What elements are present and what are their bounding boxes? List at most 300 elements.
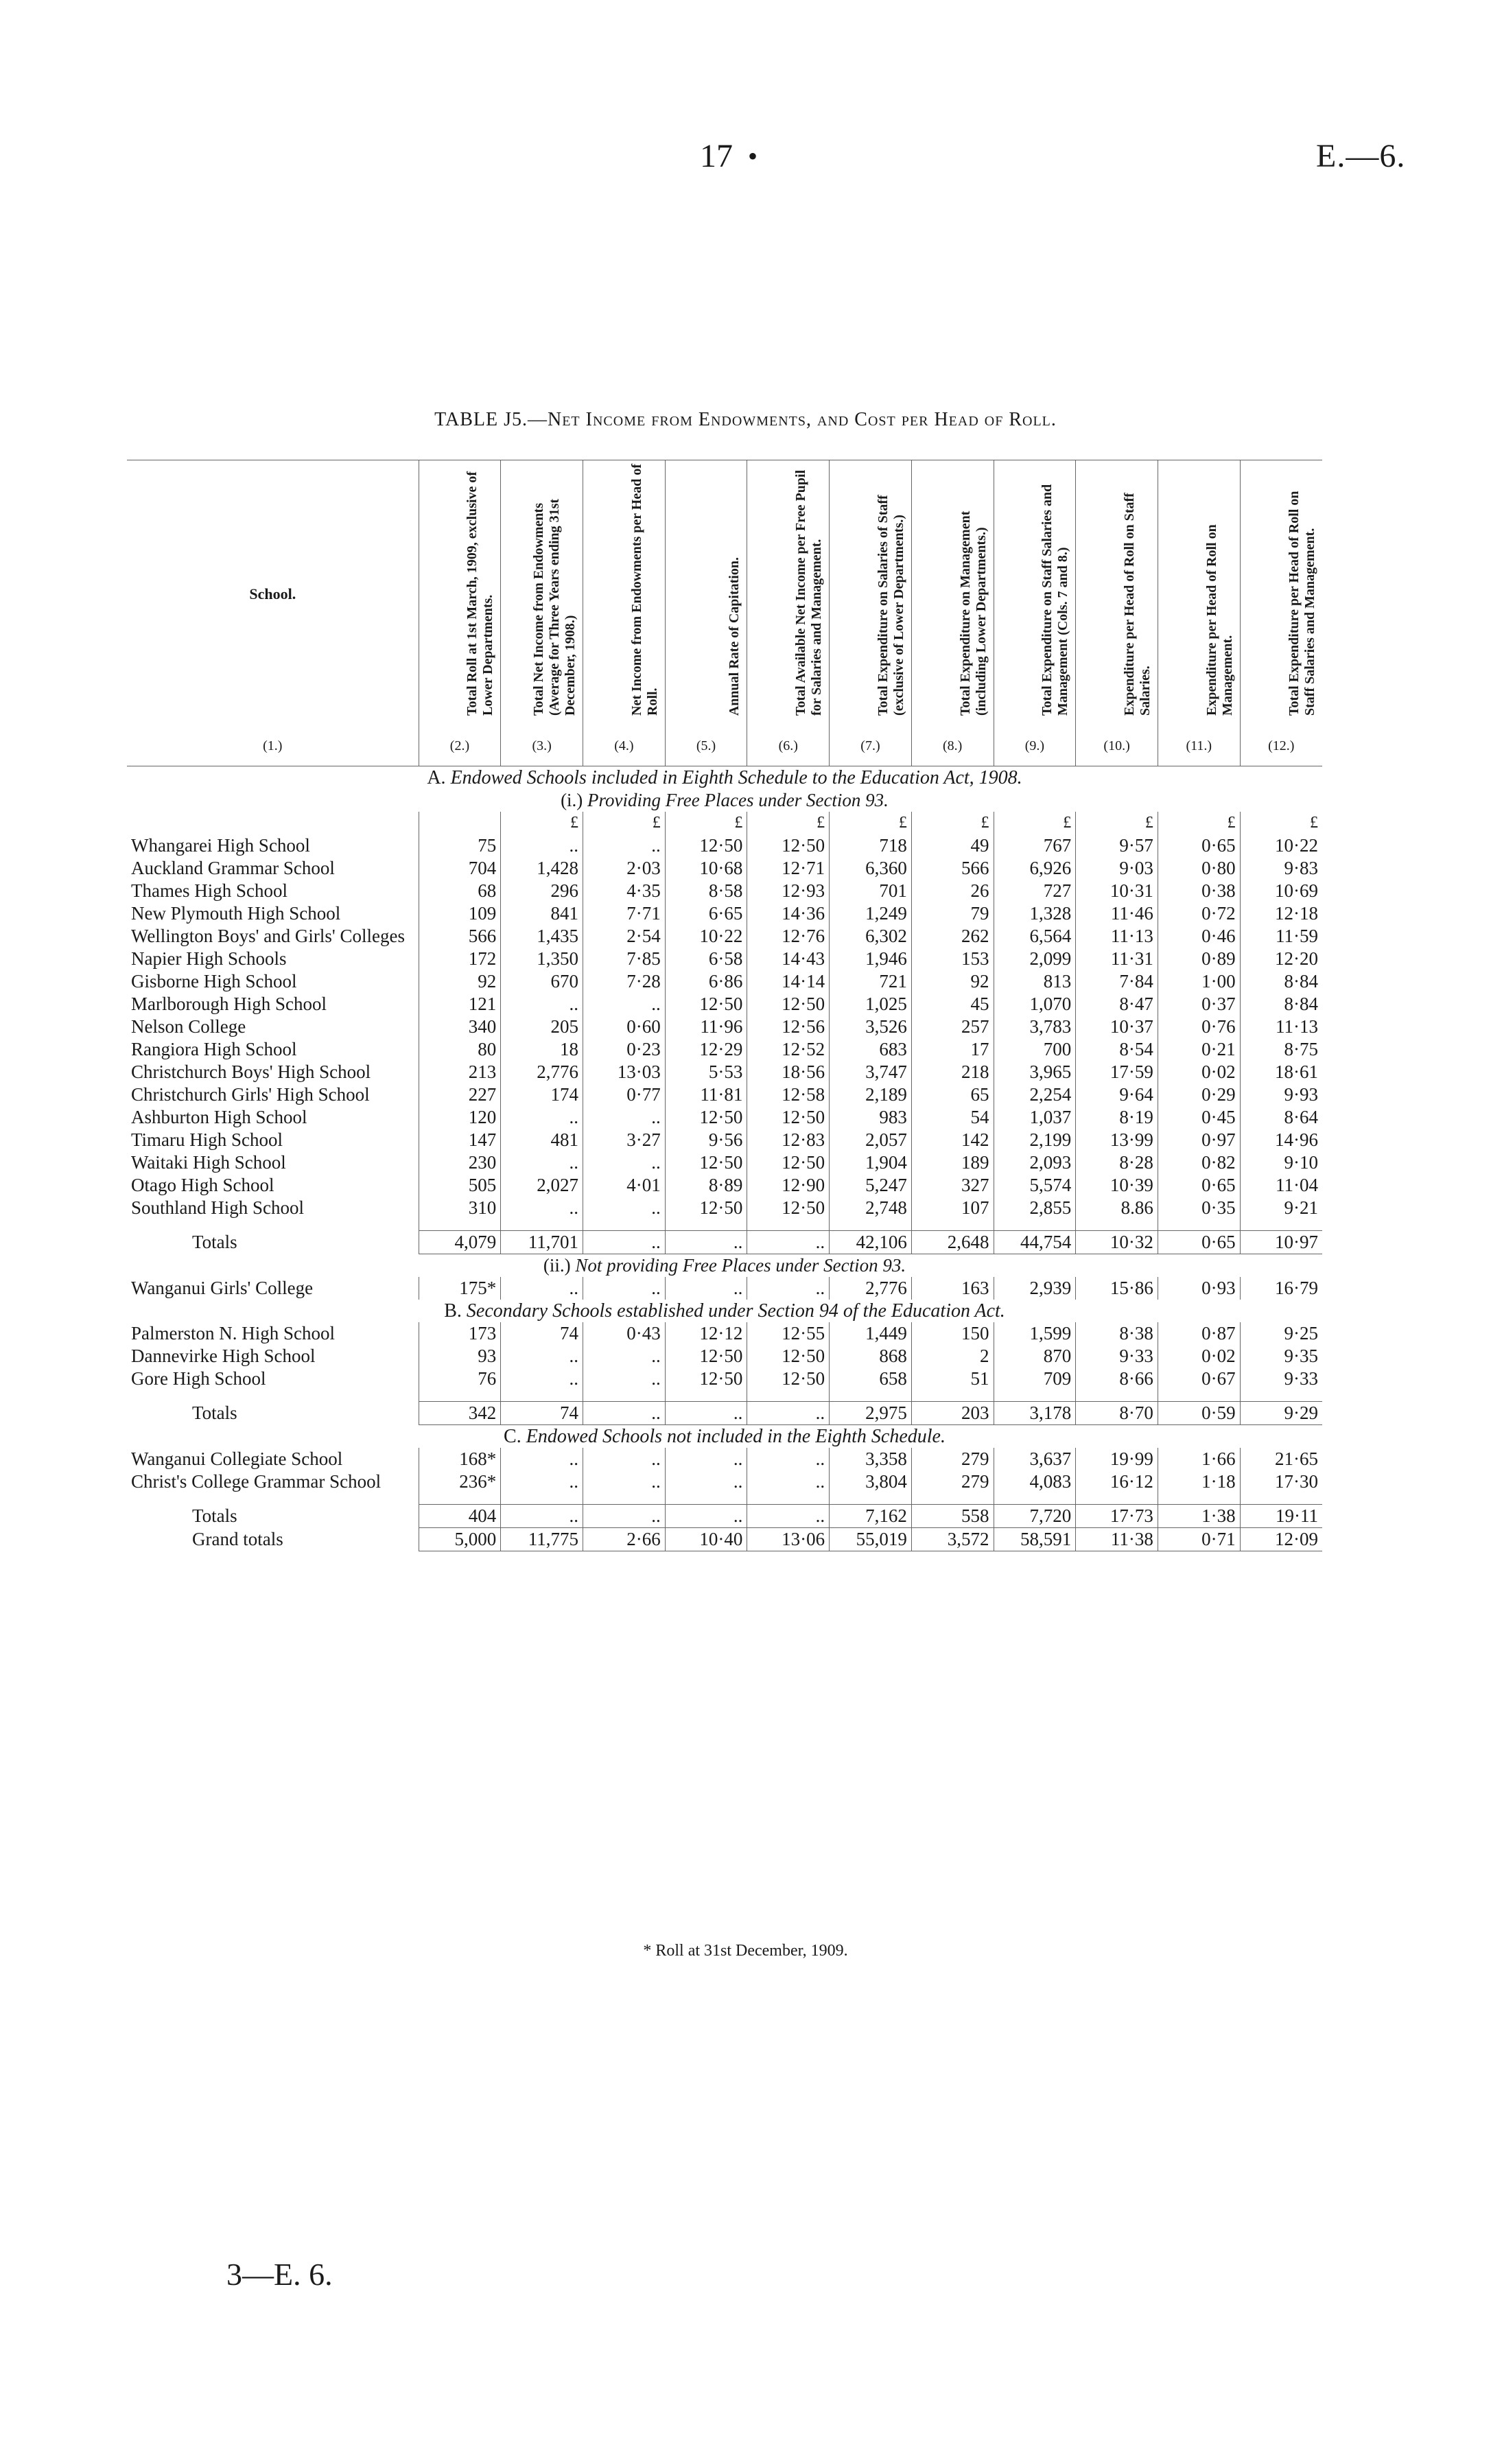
- value-cell: ..: [501, 1197, 583, 1219]
- value-cell: 3,804: [830, 1470, 912, 1493]
- value-cell: 6,926: [994, 857, 1076, 880]
- section-a-heading-prefix: A.: [427, 767, 446, 788]
- value-cell: ..: [665, 1231, 747, 1254]
- school-name-cell: Christchurch Boys' High School: [131, 1061, 371, 1082]
- value-cell: 12·09: [1240, 1528, 1322, 1551]
- value-cell: 11·46: [1076, 902, 1158, 925]
- value-cell: 14·14: [747, 970, 830, 993]
- value-cell: 120: [419, 1106, 501, 1129]
- value-cell: 163: [911, 1277, 994, 1300]
- value-cell: 9·21: [1240, 1197, 1322, 1219]
- value-cell: 2,099: [994, 948, 1076, 970]
- value-cell: 2·66: [583, 1528, 666, 1551]
- column-header-11: [1158, 460, 1240, 727]
- value-cell: 1,435: [501, 925, 583, 948]
- value-cell: 203: [911, 1402, 994, 1425]
- value-cell: 8·54: [1076, 1038, 1158, 1061]
- value-cell: 2·54: [583, 925, 666, 948]
- value-cell: 2,975: [830, 1402, 912, 1425]
- value-cell: 1,025: [830, 993, 912, 1016]
- table-row: [127, 1277, 1322, 1300]
- section-a-sub2-heading-prefix: (ii.): [543, 1255, 571, 1276]
- value-cell: 279: [911, 1448, 994, 1470]
- value-cell: 1,328: [994, 902, 1076, 925]
- document-reference: E.—6.: [1316, 138, 1406, 174]
- value-cell: ..: [665, 1448, 747, 1470]
- column-number-9: (9.): [994, 727, 1076, 766]
- column-number-7: (7.): [830, 727, 912, 766]
- value-cell: 175*: [419, 1277, 501, 1300]
- value-cell: 0·71: [1158, 1528, 1240, 1551]
- value-cell: ..: [665, 1277, 747, 1300]
- table-row: [127, 925, 1322, 948]
- value-cell: ..: [583, 1277, 666, 1300]
- value-cell: 15·86: [1076, 1277, 1158, 1300]
- value-cell: 3,572: [911, 1528, 994, 1551]
- value-cell: 10·32: [1076, 1231, 1158, 1254]
- value-cell: 8·84: [1240, 970, 1322, 993]
- table-row: [127, 880, 1322, 902]
- value-cell: 18·56: [747, 1061, 830, 1083]
- value-cell: 404: [419, 1505, 501, 1528]
- value-cell: 8·89: [665, 1174, 747, 1197]
- value-cell: 3,747: [830, 1061, 912, 1083]
- value-cell: 236*: [419, 1470, 501, 1493]
- section-a-heading: [127, 766, 1322, 790]
- value-cell: ..: [747, 1470, 830, 1493]
- value-cell: ..: [501, 834, 583, 857]
- value-cell: 0·76: [1158, 1016, 1240, 1038]
- value-cell: 174: [501, 1083, 583, 1106]
- table-row: [127, 1322, 1322, 1345]
- value-cell: 279: [911, 1470, 994, 1493]
- value-cell: 12·50: [747, 1197, 830, 1219]
- value-cell: 0·67: [1158, 1368, 1240, 1390]
- value-cell: 6,360: [830, 857, 912, 880]
- school-name-cell: Gore High School: [131, 1368, 266, 1389]
- value-cell: 19·11: [1240, 1505, 1322, 1528]
- value-cell: 3,637: [994, 1448, 1076, 1470]
- value-cell: 3,783: [994, 1016, 1076, 1038]
- value-cell: 8·58: [665, 880, 747, 902]
- column-label-10: Expenditure per Head of Roll on Staff Salaries.: [1121, 493, 1153, 716]
- value-cell: 12·50: [665, 993, 747, 1016]
- value-cell: 12·20: [1240, 948, 1322, 970]
- value-cell: 813: [994, 970, 1076, 993]
- section-b-heading-text: Secondary Schools established under Section 94 of the Education Act.: [466, 1300, 1005, 1322]
- value-cell: 12·50: [747, 1106, 830, 1129]
- value-cell: ..: [747, 1505, 830, 1528]
- footnote: * Roll at 31st December, 1909.: [643, 1942, 848, 1960]
- column-label-5: Annual Rate of Capitation.: [727, 556, 742, 716]
- table-row: [127, 1038, 1322, 1061]
- value-cell: ..: [583, 1448, 666, 1470]
- column-header-12: [1240, 460, 1322, 727]
- value-cell: ..: [583, 1345, 666, 1368]
- value-cell: 0·29: [1158, 1083, 1240, 1106]
- value-cell: 7,162: [830, 1505, 912, 1528]
- value-cell: 1,428: [501, 857, 583, 880]
- column-number-10: (10.): [1076, 727, 1158, 766]
- value-cell: 74: [501, 1322, 583, 1345]
- grand-totals-row: [127, 1528, 1322, 1551]
- value-cell: ..: [501, 1368, 583, 1390]
- value-cell: ..: [665, 1505, 747, 1528]
- column-number-1: (1.): [127, 727, 419, 766]
- value-cell: 9·83: [1240, 857, 1322, 880]
- value-cell: 74: [501, 1402, 583, 1425]
- page-dot: •: [748, 141, 758, 172]
- value-cell: 1,037: [994, 1106, 1076, 1129]
- value-cell: 11·13: [1240, 1016, 1322, 1038]
- value-cell: 213: [419, 1061, 501, 1083]
- value-cell: 49: [911, 834, 994, 857]
- value-cell: 6·86: [665, 970, 747, 993]
- value-cell: 142: [911, 1129, 994, 1151]
- section-a-sub1-heading-text: Providing Free Places under Section 93.: [587, 790, 889, 810]
- value-cell: 4,079: [419, 1231, 501, 1254]
- value-cell: 0·80: [1158, 857, 1240, 880]
- table-row: [127, 970, 1322, 993]
- value-cell: 2,093: [994, 1151, 1076, 1174]
- column-label-6: Total Available Net Income per Free Pupil for Salaries and Management.: [793, 469, 825, 716]
- value-cell: 107: [911, 1197, 994, 1219]
- value-cell: 0·59: [1158, 1402, 1240, 1425]
- value-cell: 6·65: [665, 902, 747, 925]
- section-a-sub2-heading-text: Not providing Free Places under Section 93.: [575, 1255, 906, 1276]
- value-cell: 10·22: [1240, 834, 1322, 857]
- value-cell: 4,083: [994, 1470, 1076, 1493]
- column-number-12: (12.): [1240, 727, 1322, 766]
- value-cell: 327: [911, 1174, 994, 1197]
- value-cell: 205: [501, 1016, 583, 1038]
- value-cell: 9·56: [665, 1129, 747, 1151]
- school-name-cell: Totals: [192, 1231, 237, 1252]
- value-cell: 11,701: [501, 1231, 583, 1254]
- value-cell: 12·50: [747, 1151, 830, 1174]
- column-label-7: Total Expenditure on Salaries of Staff (exclusive of Lower Departments.): [875, 495, 906, 716]
- value-cell: 12·58: [747, 1083, 830, 1106]
- value-cell: 0·23: [583, 1038, 666, 1061]
- school-name-cell: Napier High Schools: [131, 948, 287, 969]
- section-c-heading-text: Endowed Schools not included in the Eighth Schedule.: [526, 1426, 946, 1447]
- value-cell: 11·96: [665, 1016, 747, 1038]
- value-cell: 80: [419, 1038, 501, 1061]
- unit-cell: £: [747, 812, 830, 834]
- table-row: [127, 1368, 1322, 1390]
- school-name-cell: Wanganui Collegiate School: [131, 1448, 343, 1469]
- value-cell: 10·39: [1076, 1174, 1158, 1197]
- value-cell: 658: [830, 1368, 912, 1390]
- value-cell: 13·06: [747, 1528, 830, 1551]
- section-c-heading: [127, 1425, 1322, 1448]
- value-cell: 58,591: [994, 1528, 1076, 1551]
- value-cell: 7·28: [583, 970, 666, 993]
- school-name-cell: Marlborough High School: [131, 994, 327, 1014]
- unit-cell: £: [830, 812, 912, 834]
- table-row: [127, 857, 1322, 880]
- spacer-row: [127, 1493, 1322, 1505]
- value-cell: 1,904: [830, 1151, 912, 1174]
- value-cell: 6·58: [665, 948, 747, 970]
- value-cell: 5,000: [419, 1528, 501, 1551]
- value-cell: 2,855: [994, 1197, 1076, 1219]
- column-header-6: [747, 460, 830, 727]
- value-cell: 505: [419, 1174, 501, 1197]
- value-cell: ..: [583, 1106, 666, 1129]
- value-cell: 3,358: [830, 1448, 912, 1470]
- value-cell: 11·13: [1076, 925, 1158, 948]
- value-cell: 7,720: [994, 1505, 1076, 1528]
- value-cell: 18: [501, 1038, 583, 1061]
- value-cell: 0·65: [1158, 1174, 1240, 1197]
- value-cell: 109: [419, 902, 501, 925]
- value-cell: 718: [830, 834, 912, 857]
- value-cell: 1,350: [501, 948, 583, 970]
- value-cell: 310: [419, 1197, 501, 1219]
- table-row: [127, 1016, 1322, 1038]
- value-cell: 3,178: [994, 1402, 1076, 1425]
- unit-cell: [127, 812, 419, 834]
- value-cell: 76: [419, 1368, 501, 1390]
- units-row: [127, 812, 1322, 834]
- value-cell: 3·27: [583, 1129, 666, 1151]
- value-cell: 700: [994, 1038, 1076, 1061]
- value-cell: 9·33: [1240, 1368, 1322, 1390]
- column-header-2: [419, 460, 501, 727]
- value-cell: 12·50: [665, 1197, 747, 1219]
- value-cell: 2,648: [911, 1231, 994, 1254]
- value-cell: 12·50: [747, 993, 830, 1016]
- value-cell: 153: [911, 948, 994, 970]
- value-cell: 147: [419, 1129, 501, 1151]
- value-cell: 0·02: [1158, 1345, 1240, 1368]
- school-name-cell: Christchurch Girls' High School: [131, 1084, 370, 1105]
- value-cell: 2: [911, 1345, 994, 1368]
- value-cell: 8·70: [1076, 1402, 1158, 1425]
- value-cell: 21·65: [1240, 1448, 1322, 1470]
- value-cell: 12·83: [747, 1129, 830, 1151]
- value-cell: 7·84: [1076, 970, 1158, 993]
- unit-cell: £: [1076, 812, 1158, 834]
- school-name-cell: Whangarei High School: [131, 835, 310, 856]
- table-header: [127, 460, 1322, 766]
- value-cell: 2,199: [994, 1129, 1076, 1151]
- value-cell: 17: [911, 1038, 994, 1061]
- value-cell: 296: [501, 880, 583, 902]
- value-cell: 1,249: [830, 902, 912, 925]
- value-cell: 5·53: [665, 1061, 747, 1083]
- column-label-2: Total Roll at 1st March, 1909, exclusive of Lower Departments.: [465, 471, 496, 716]
- value-cell: 0·38: [1158, 880, 1240, 902]
- totals-row-b: [127, 1402, 1322, 1425]
- value-cell: 566: [911, 857, 994, 880]
- section-a-sub1-heading: [127, 789, 1322, 812]
- value-cell: 8·75: [1240, 1038, 1322, 1061]
- value-cell: 12·52: [747, 1038, 830, 1061]
- value-cell: 12·50: [747, 1345, 830, 1368]
- column-number-4: (4.): [583, 727, 666, 766]
- table-title-dash: —: [527, 409, 548, 430]
- value-cell: 9·10: [1240, 1151, 1322, 1174]
- value-cell: 13·99: [1076, 1129, 1158, 1151]
- value-cell: 721: [830, 970, 912, 993]
- value-cell: 173: [419, 1322, 501, 1345]
- value-cell: 0·77: [583, 1083, 666, 1106]
- value-cell: 6,564: [994, 925, 1076, 948]
- school-name-cell: Nelson College: [131, 1016, 246, 1037]
- spacer-row: [127, 1390, 1322, 1402]
- value-cell: 12·50: [747, 1368, 830, 1390]
- table-row: [127, 1083, 1322, 1106]
- value-cell: 168*: [419, 1448, 501, 1470]
- value-cell: 0·87: [1158, 1322, 1240, 1345]
- value-cell: 2,027: [501, 1174, 583, 1197]
- value-cell: 12·50: [665, 1345, 747, 1368]
- table-row: [127, 834, 1322, 857]
- value-cell: 6,302: [830, 925, 912, 948]
- value-cell: 17·73: [1076, 1505, 1158, 1528]
- value-cell: 10·40: [665, 1528, 747, 1551]
- value-cell: 0·46: [1158, 925, 1240, 948]
- value-cell: 4·35: [583, 880, 666, 902]
- value-cell: 11·59: [1240, 925, 1322, 948]
- value-cell: ..: [665, 1470, 747, 1493]
- table-row: [127, 993, 1322, 1016]
- column-number-6: (6.): [747, 727, 830, 766]
- column-label-8: Total Expenditure on Management (including Lower Departments.): [957, 511, 989, 716]
- column-header-9: [994, 460, 1076, 727]
- value-cell: ..: [501, 993, 583, 1016]
- unit-cell: [419, 812, 501, 834]
- value-cell: 704: [419, 857, 501, 880]
- value-cell: ..: [747, 1277, 830, 1300]
- value-cell: 1,599: [994, 1322, 1076, 1345]
- value-cell: 9·33: [1076, 1345, 1158, 1368]
- value-cell: 670: [501, 970, 583, 993]
- school-name-cell: Wanganui Girls' College: [131, 1278, 314, 1298]
- value-cell: 870: [994, 1345, 1076, 1368]
- value-cell: 11·81: [665, 1083, 747, 1106]
- unit-cell: £: [994, 812, 1076, 834]
- value-cell: 11,775: [501, 1528, 583, 1551]
- value-cell: 0·72: [1158, 902, 1240, 925]
- value-cell: 68: [419, 880, 501, 902]
- column-label-12: Total Expenditure per Head of Roll on Staff Salaries and Management.: [1287, 491, 1317, 716]
- value-cell: 44,754: [994, 1231, 1076, 1254]
- school-name-cell: Southland High School: [131, 1197, 305, 1218]
- school-name-cell: Waitaki High School: [131, 1152, 286, 1173]
- table-row: [127, 1174, 1322, 1197]
- value-cell: 868: [830, 1345, 912, 1368]
- column-label-3: Total Net Income from Endowments (Average for Three Years ending 31st December, 1908.): [531, 498, 578, 716]
- value-cell: 2,748: [830, 1197, 912, 1219]
- value-cell: ..: [501, 1277, 583, 1300]
- value-cell: 841: [501, 902, 583, 925]
- unit-cell: £: [911, 812, 994, 834]
- value-cell: ..: [583, 1505, 666, 1528]
- value-cell: 7·85: [583, 948, 666, 970]
- value-cell: 12·12: [665, 1322, 747, 1345]
- value-cell: 12·93: [747, 880, 830, 902]
- value-cell: 12·18: [1240, 902, 1322, 925]
- value-cell: 0·82: [1158, 1151, 1240, 1174]
- value-cell: 19·99: [1076, 1448, 1158, 1470]
- section-a-heading-text: Endowed Schools included in Eighth Schedule to the Education Act, 1908.: [450, 767, 1022, 788]
- value-cell: ..: [501, 1345, 583, 1368]
- value-cell: 0·65: [1158, 834, 1240, 857]
- value-cell: 2·03: [583, 857, 666, 880]
- value-cell: 9·29: [1240, 1402, 1322, 1425]
- value-cell: 12·29: [665, 1038, 747, 1061]
- value-cell: 0·37: [1158, 993, 1240, 1016]
- value-cell: ..: [747, 1448, 830, 1470]
- value-cell: 0·97: [1158, 1129, 1240, 1151]
- value-cell: 340: [419, 1016, 501, 1038]
- school-name-cell: Gisborne High School: [131, 971, 297, 992]
- value-cell: 12·76: [747, 925, 830, 948]
- section-c-heading-prefix: C.: [504, 1426, 521, 1447]
- value-cell: 709: [994, 1368, 1076, 1390]
- value-cell: 5,247: [830, 1174, 912, 1197]
- value-cell: 701: [830, 880, 912, 902]
- value-cell: 0·35: [1158, 1197, 1240, 1219]
- column-number-5: (5.): [665, 727, 747, 766]
- value-cell: 92: [911, 970, 994, 993]
- value-cell: ..: [747, 1402, 830, 1425]
- value-cell: 42,106: [830, 1231, 912, 1254]
- value-cell: 13·03: [583, 1061, 666, 1083]
- value-cell: 45: [911, 993, 994, 1016]
- value-cell: 54: [911, 1106, 994, 1129]
- value-cell: ..: [583, 1470, 666, 1493]
- value-cell: 65: [911, 1083, 994, 1106]
- value-cell: 10·68: [665, 857, 747, 880]
- table-body: [127, 766, 1322, 1551]
- value-cell: 79: [911, 902, 994, 925]
- table-row: [127, 1345, 1322, 1368]
- value-cell: 121: [419, 993, 501, 1016]
- value-cell: 342: [419, 1402, 501, 1425]
- value-cell: ..: [665, 1402, 747, 1425]
- value-cell: 566: [419, 925, 501, 948]
- table-id: TABLE J5.: [434, 409, 528, 430]
- value-cell: 12·56: [747, 1016, 830, 1038]
- column-header-1: School.: [127, 460, 419, 727]
- value-cell: 230: [419, 1151, 501, 1174]
- value-cell: ..: [747, 1231, 830, 1254]
- page-number: 17: [700, 138, 733, 174]
- value-cell: 481: [501, 1129, 583, 1151]
- section-a-sub1-heading-prefix: (i.): [561, 790, 583, 810]
- value-cell: 10·69: [1240, 880, 1322, 902]
- totals-row-a: [127, 1231, 1322, 1254]
- school-name-cell: Ashburton High School: [131, 1107, 307, 1127]
- value-cell: 12·71: [747, 857, 830, 880]
- school-name-cell: Grand totals: [192, 1528, 283, 1549]
- value-cell: ..: [583, 1368, 666, 1390]
- endowment-table: [127, 460, 1322, 1551]
- value-cell: 2,057: [830, 1129, 912, 1151]
- value-cell: 14·43: [747, 948, 830, 970]
- value-cell: 1,946: [830, 948, 912, 970]
- value-cell: 8·66: [1076, 1368, 1158, 1390]
- value-cell: 1·66: [1158, 1448, 1240, 1470]
- value-cell: ..: [583, 1197, 666, 1219]
- value-cell: 12·90: [747, 1174, 830, 1197]
- value-cell: 218: [911, 1061, 994, 1083]
- bottom-reference: 3—E. 6.: [226, 2257, 333, 2292]
